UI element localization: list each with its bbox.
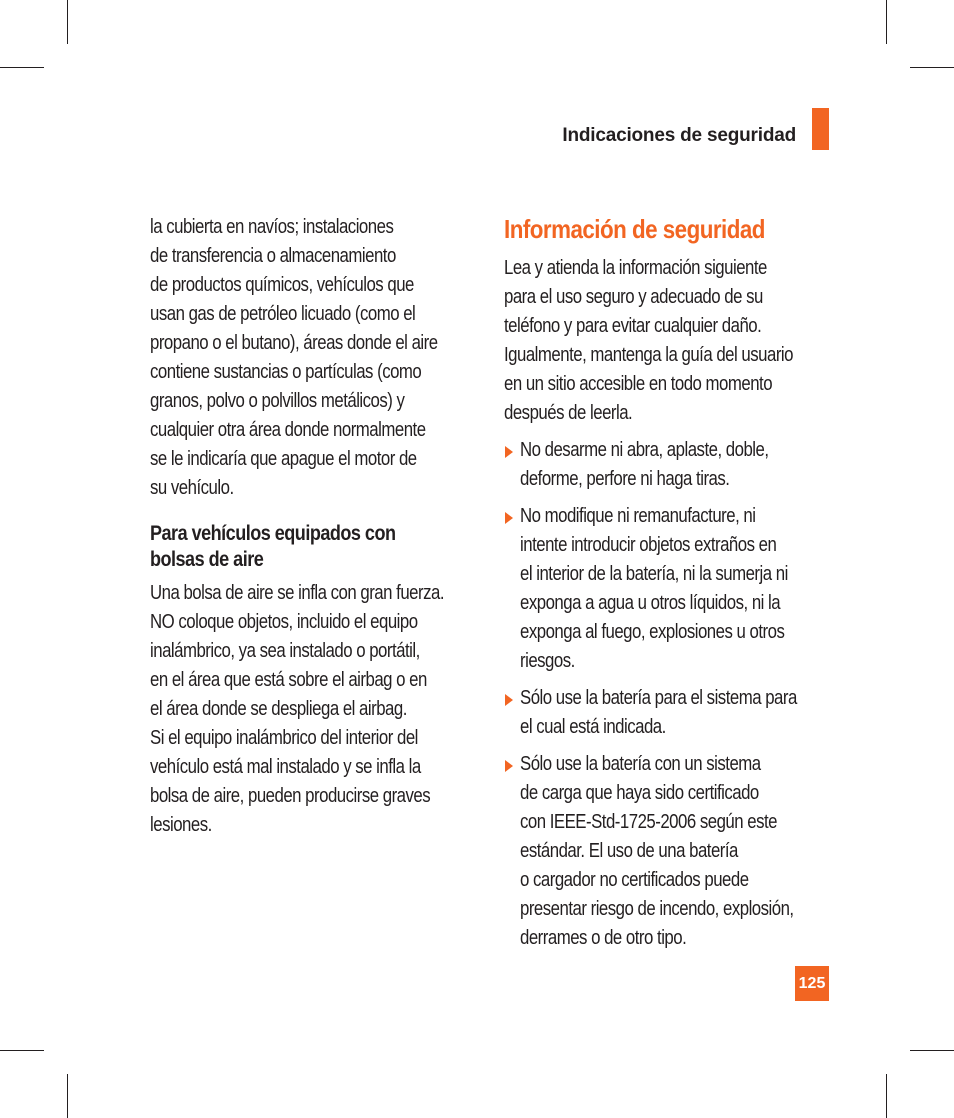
crop-mark — [0, 1050, 44, 1051]
left-column — [150, 213, 480, 840]
bullet-item: No desarme ni abra, aplaste, doble, deforme, perfore ni haga tiras. — [504, 436, 834, 494]
section-title: Información de seguridad — [504, 214, 765, 244]
right-column — [504, 212, 834, 953]
crop-mark — [910, 67, 954, 68]
crop-mark — [910, 1050, 954, 1051]
crop-mark — [67, 1074, 68, 1118]
bullet-item: Sólo use la batería con un sistema de carga que haya sido certificado con IEEE-Std-1725-2006 según este estándar. El uso de una batería o cargador no certificados puede presentar riesgo de incendo, explosión, derrames o de otro tipo. — [504, 750, 834, 953]
crop-mark — [67, 0, 68, 44]
running-header: Indicaciones de seguridad — [562, 125, 796, 146]
bullet-triangle-icon — [505, 694, 513, 706]
crop-mark — [886, 1074, 887, 1118]
bullet-item: No modifique ni remanufacture, ni intente introducir objetos extraños en el interior de la batería, ni la sumerja ni exponga a agua u otros líquidos, ni la exponga al fuego, explosiones u otros riesgos. — [504, 502, 834, 676]
airbag-subheading: Para vehículos equipados con bolsas de aire — [150, 522, 396, 571]
page-number: 125 — [795, 966, 829, 1001]
bullet-triangle-icon — [505, 512, 513, 524]
crop-mark — [886, 0, 887, 44]
bullet-item: Sólo use la batería para el sistema para el cual está indicada. — [504, 684, 834, 742]
intro-paragraph: Lea y atienda la información siguiente para el uso seguro y adecuado de su teléfono y para evitar cualquier daño. Igualmente, mantenga la guía del usuario en un sitio accesible en todo momento después de leerla. — [504, 257, 793, 424]
crop-mark — [0, 67, 44, 68]
left-paragraph-1: la cubierta en navíos; instalaciones de transferencia o almacenamiento de productos químicos, vehículos que usan gas de petróleo licuado (como el propano o el butano), áreas donde el aire contiene sustancias o partículas (como granos, polvo o polvillos metálicos) y cualquier otra área donde normalmente se le indicaría que apague el motor de su vehículo. — [150, 216, 438, 499]
bullet-triangle-icon — [505, 760, 513, 772]
left-paragraph-2: Una bolsa de aire se infla con gran fuerza. NO coloque objetos, incluido el equipo inalámbrico, ya sea instalado o portátil, en el área que está sobre el airbag o en el área donde se despliega el airbag. Si el equipo inalámbrico del interior del vehículo está mal instalado y se infla la bolsa de aire, pueden producirse graves lesiones. — [150, 582, 444, 836]
header-accent-bar — [812, 108, 829, 150]
bullet-triangle-icon — [505, 446, 513, 458]
